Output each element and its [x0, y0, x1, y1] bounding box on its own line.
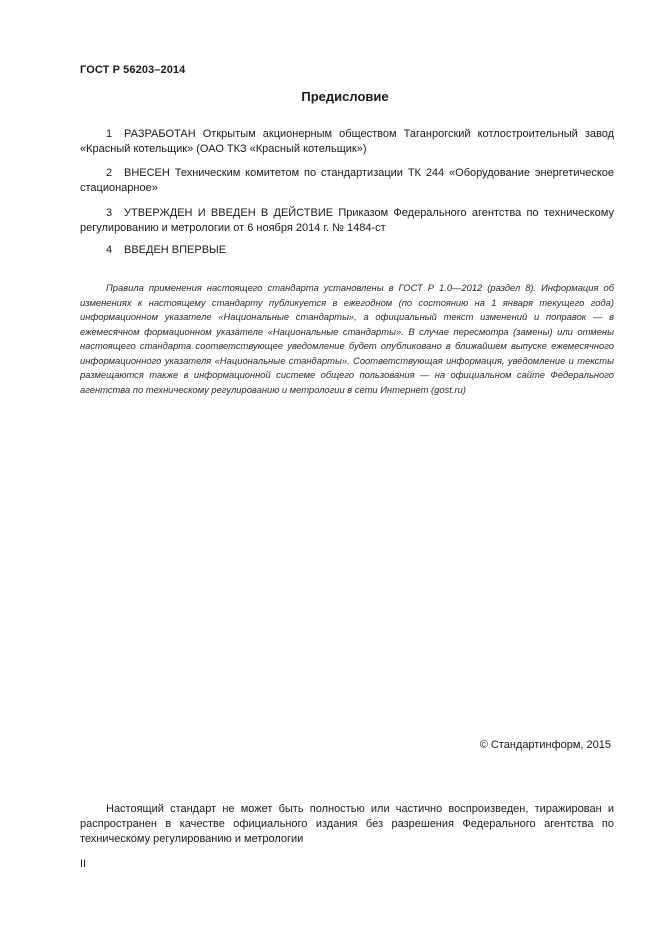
item-number: 1 [106, 128, 113, 140]
item-text: РАЗРАБОТАН Открытым акционерным обществом Таганрогский котлостроительный завод «Красный котельщик» (ОАО ТКЗ «Красный котельщик») [80, 128, 614, 155]
item-text: УТВЕРЖДЕН И ВВЕДЕН В ДЕЙСТВИЕ Приказом Федерального агентства по техническому регулированию и метрологии от 6 ноября 2014 г. № 1484-ст [80, 207, 614, 234]
item-number: 2 [106, 167, 113, 179]
foreword-item-1 [80, 127, 614, 157]
copyright-line: © Стандартинформ, 2015 [479, 739, 611, 751]
page-title: Предисловие [301, 89, 389, 104]
standard-code: ГОСТ Р 56203–2014 [80, 64, 186, 76]
item-text: ВНЕСЕН Техническим комитетом по стандартизации ТК 244 «Оборудование энергетическое стационарное» [80, 167, 614, 194]
foreword-item-3 [80, 206, 614, 236]
foreword-item-2 [80, 166, 614, 196]
item-text: ВВЕДЕН ВПЕРВЫЕ [124, 244, 227, 256]
reproduction-notice: Настоящий стандарт не может быть полностью или частично воспроизведен, тиражирован и распространен в качестве официального издания без разрешения Федерального агентства по техническому регулированию и метрологии [80, 803, 614, 845]
item-number: 4 [106, 244, 113, 256]
page-number: II [80, 858, 87, 870]
item-number: 3 [106, 207, 113, 219]
foreword-item-4 [80, 243, 614, 258]
application-rules-note: Правила применения настоящего стандарта установлены в ГОСТ Р 1.0—2012 (раздел 8). Информация об изменениях к настоящему стандарту публикуется в ежегодном (по состоянию на 1 января текущего года) информационном указателе «Национальные стандарты», а официальный текст изменений и поправок — в ежемесячном формационном указателе «Национальные стандарты». В случае пересмотра (замены) или отмены настоящего стандарта соответствующее уведомление будет опубликовано в ближайшем выпуске ежемесячного информационного указателя «Национальные стандарты». Соответствующая информация, уведомление и тексты размещаются также в информационной системе общего пользования — на официальном сайте Федерального агентства по техническому регулированию и метрологии в сети Интернет (gost.ru) [80, 282, 614, 395]
